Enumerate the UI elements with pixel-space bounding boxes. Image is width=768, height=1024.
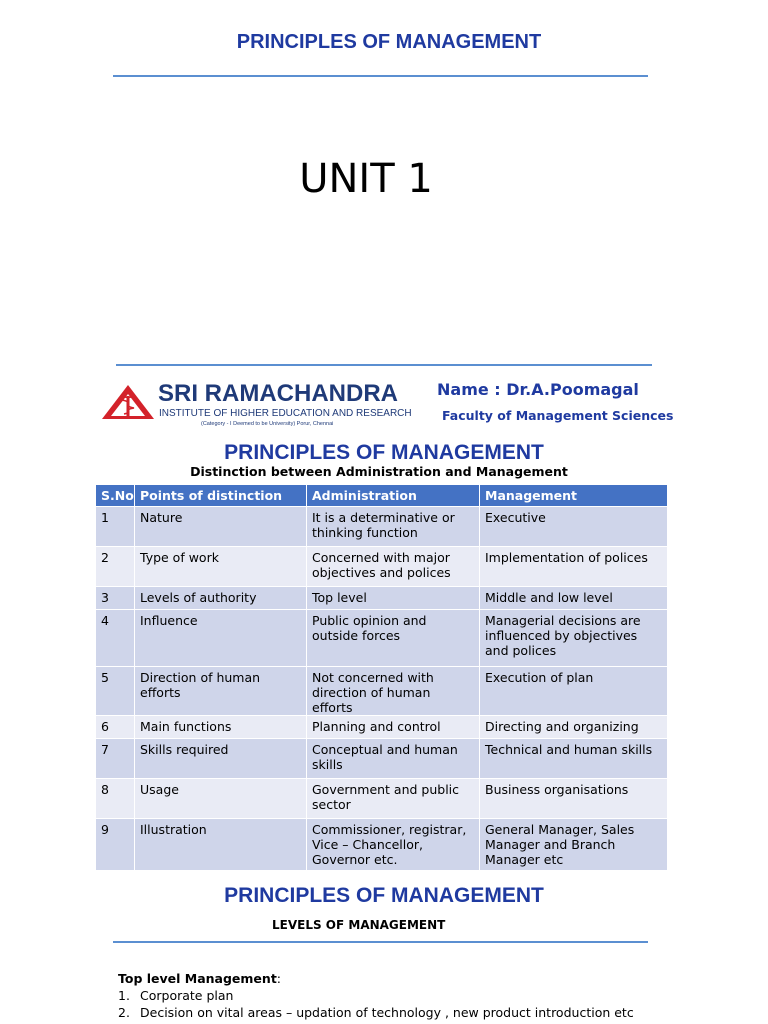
cell-point: Usage — [135, 779, 307, 819]
table-row — [96, 779, 668, 819]
cell-administration: Conceptual and human skills — [307, 739, 480, 779]
heading-colon: : — [276, 971, 282, 986]
cell-administration: Public opinion and outside forces — [307, 610, 480, 667]
university-logo-icon — [101, 384, 155, 420]
slide1-divider — [113, 75, 648, 77]
list-text: Decision on vital areas – updation of technology , new product introduction etc — [140, 1005, 634, 1020]
table-row — [96, 716, 668, 739]
slide2-title: PRINCIPLES OF MANAGEMENT — [224, 441, 544, 464]
unit-heading: UNIT 1 — [299, 156, 433, 202]
top-level-heading-text: Top level Management — [118, 971, 277, 986]
table-row — [96, 547, 668, 587]
cell-sno: 1 — [96, 507, 135, 547]
cell-management: Execution of plan — [480, 667, 668, 716]
table-row — [96, 667, 668, 716]
cell-sno: 7 — [96, 739, 135, 779]
cell-sno: 3 — [96, 587, 135, 610]
slide3-title: PRINCIPLES OF MANAGEMENT — [224, 884, 544, 907]
cell-sno: 8 — [96, 779, 135, 819]
table-header-row — [96, 485, 668, 507]
cell-administration: Not concerned with direction of human efforts — [307, 667, 480, 716]
cell-sno: 6 — [96, 716, 135, 739]
cell-point: Main functions — [135, 716, 307, 739]
cell-point: Type of work — [135, 547, 307, 587]
cell-administration: Top level — [307, 587, 480, 610]
distinction-table — [95, 484, 668, 871]
cell-management: Executive — [480, 507, 668, 547]
logo-subtitle: INSTITUTE OF HIGHER EDUCATION AND RESEARCH — [159, 408, 412, 419]
cell-point: Skills required — [135, 739, 307, 779]
list-item — [118, 988, 233, 1003]
list-text: Corporate plan — [140, 988, 234, 1003]
cell-point: Influence — [135, 610, 307, 667]
list-number: 1. — [118, 988, 130, 1003]
cell-point: Nature — [135, 507, 307, 547]
cell-management: Implementation of polices — [480, 547, 668, 587]
slide2-subtitle: Distinction between Administration and Management — [190, 464, 568, 479]
top-level-heading — [118, 971, 281, 986]
cell-point: Levels of authority — [135, 587, 307, 610]
cell-management: Directing and organizing — [480, 716, 668, 739]
table-row — [96, 507, 668, 547]
cell-management: Technical and human skills — [480, 739, 668, 779]
cell-sno: 2 — [96, 547, 135, 587]
cell-management: General Manager, Sales Manager and Branch Manager etc — [480, 819, 668, 871]
table-row — [96, 819, 668, 871]
list-number: 2. — [118, 1005, 130, 1020]
cell-management: Middle and low level — [480, 587, 668, 610]
faculty-department: Faculty of Management Sciences — [442, 408, 674, 423]
cell-administration: Commissioner, registrar, Vice – Chancellor, Governor etc. — [307, 819, 480, 871]
header-administration: Administration — [307, 485, 480, 507]
table-row — [96, 587, 668, 610]
table-row — [96, 739, 668, 779]
header-sno: S.No — [96, 485, 135, 507]
cell-sno: 9 — [96, 819, 135, 871]
header-management: Management — [480, 485, 668, 507]
cell-point: Direction of human efforts — [135, 667, 307, 716]
cell-administration: Planning and control — [307, 716, 480, 739]
cell-administration: It is a determinative or thinking function — [307, 507, 480, 547]
table-row — [96, 610, 668, 667]
list-item — [118, 1005, 634, 1020]
cell-management: Managerial decisions are influenced by objectives and polices — [480, 610, 668, 667]
logo-category: (Category - I Deemed to be University) Porur, Chennai — [201, 421, 334, 427]
faculty-name: Name : Dr.A.Poomagal — [437, 380, 639, 399]
cell-sno: 5 — [96, 667, 135, 716]
logo-name: SRI RAMACHANDRA — [158, 380, 398, 407]
cell-point: Illustration — [135, 819, 307, 871]
slide-separator — [116, 364, 652, 366]
cell-sno: 4 — [96, 610, 135, 667]
cell-administration: Concerned with major objectives and polices — [307, 547, 480, 587]
cell-management: Business organisations — [480, 779, 668, 819]
slide1-title: PRINCIPLES OF MANAGEMENT — [236, 31, 542, 53]
header-points: Points of distinction — [135, 485, 307, 507]
slide3-subtitle: LEVELS OF MANAGEMENT — [272, 918, 446, 932]
slide3-divider — [113, 941, 648, 943]
cell-administration: Government and public sector — [307, 779, 480, 819]
